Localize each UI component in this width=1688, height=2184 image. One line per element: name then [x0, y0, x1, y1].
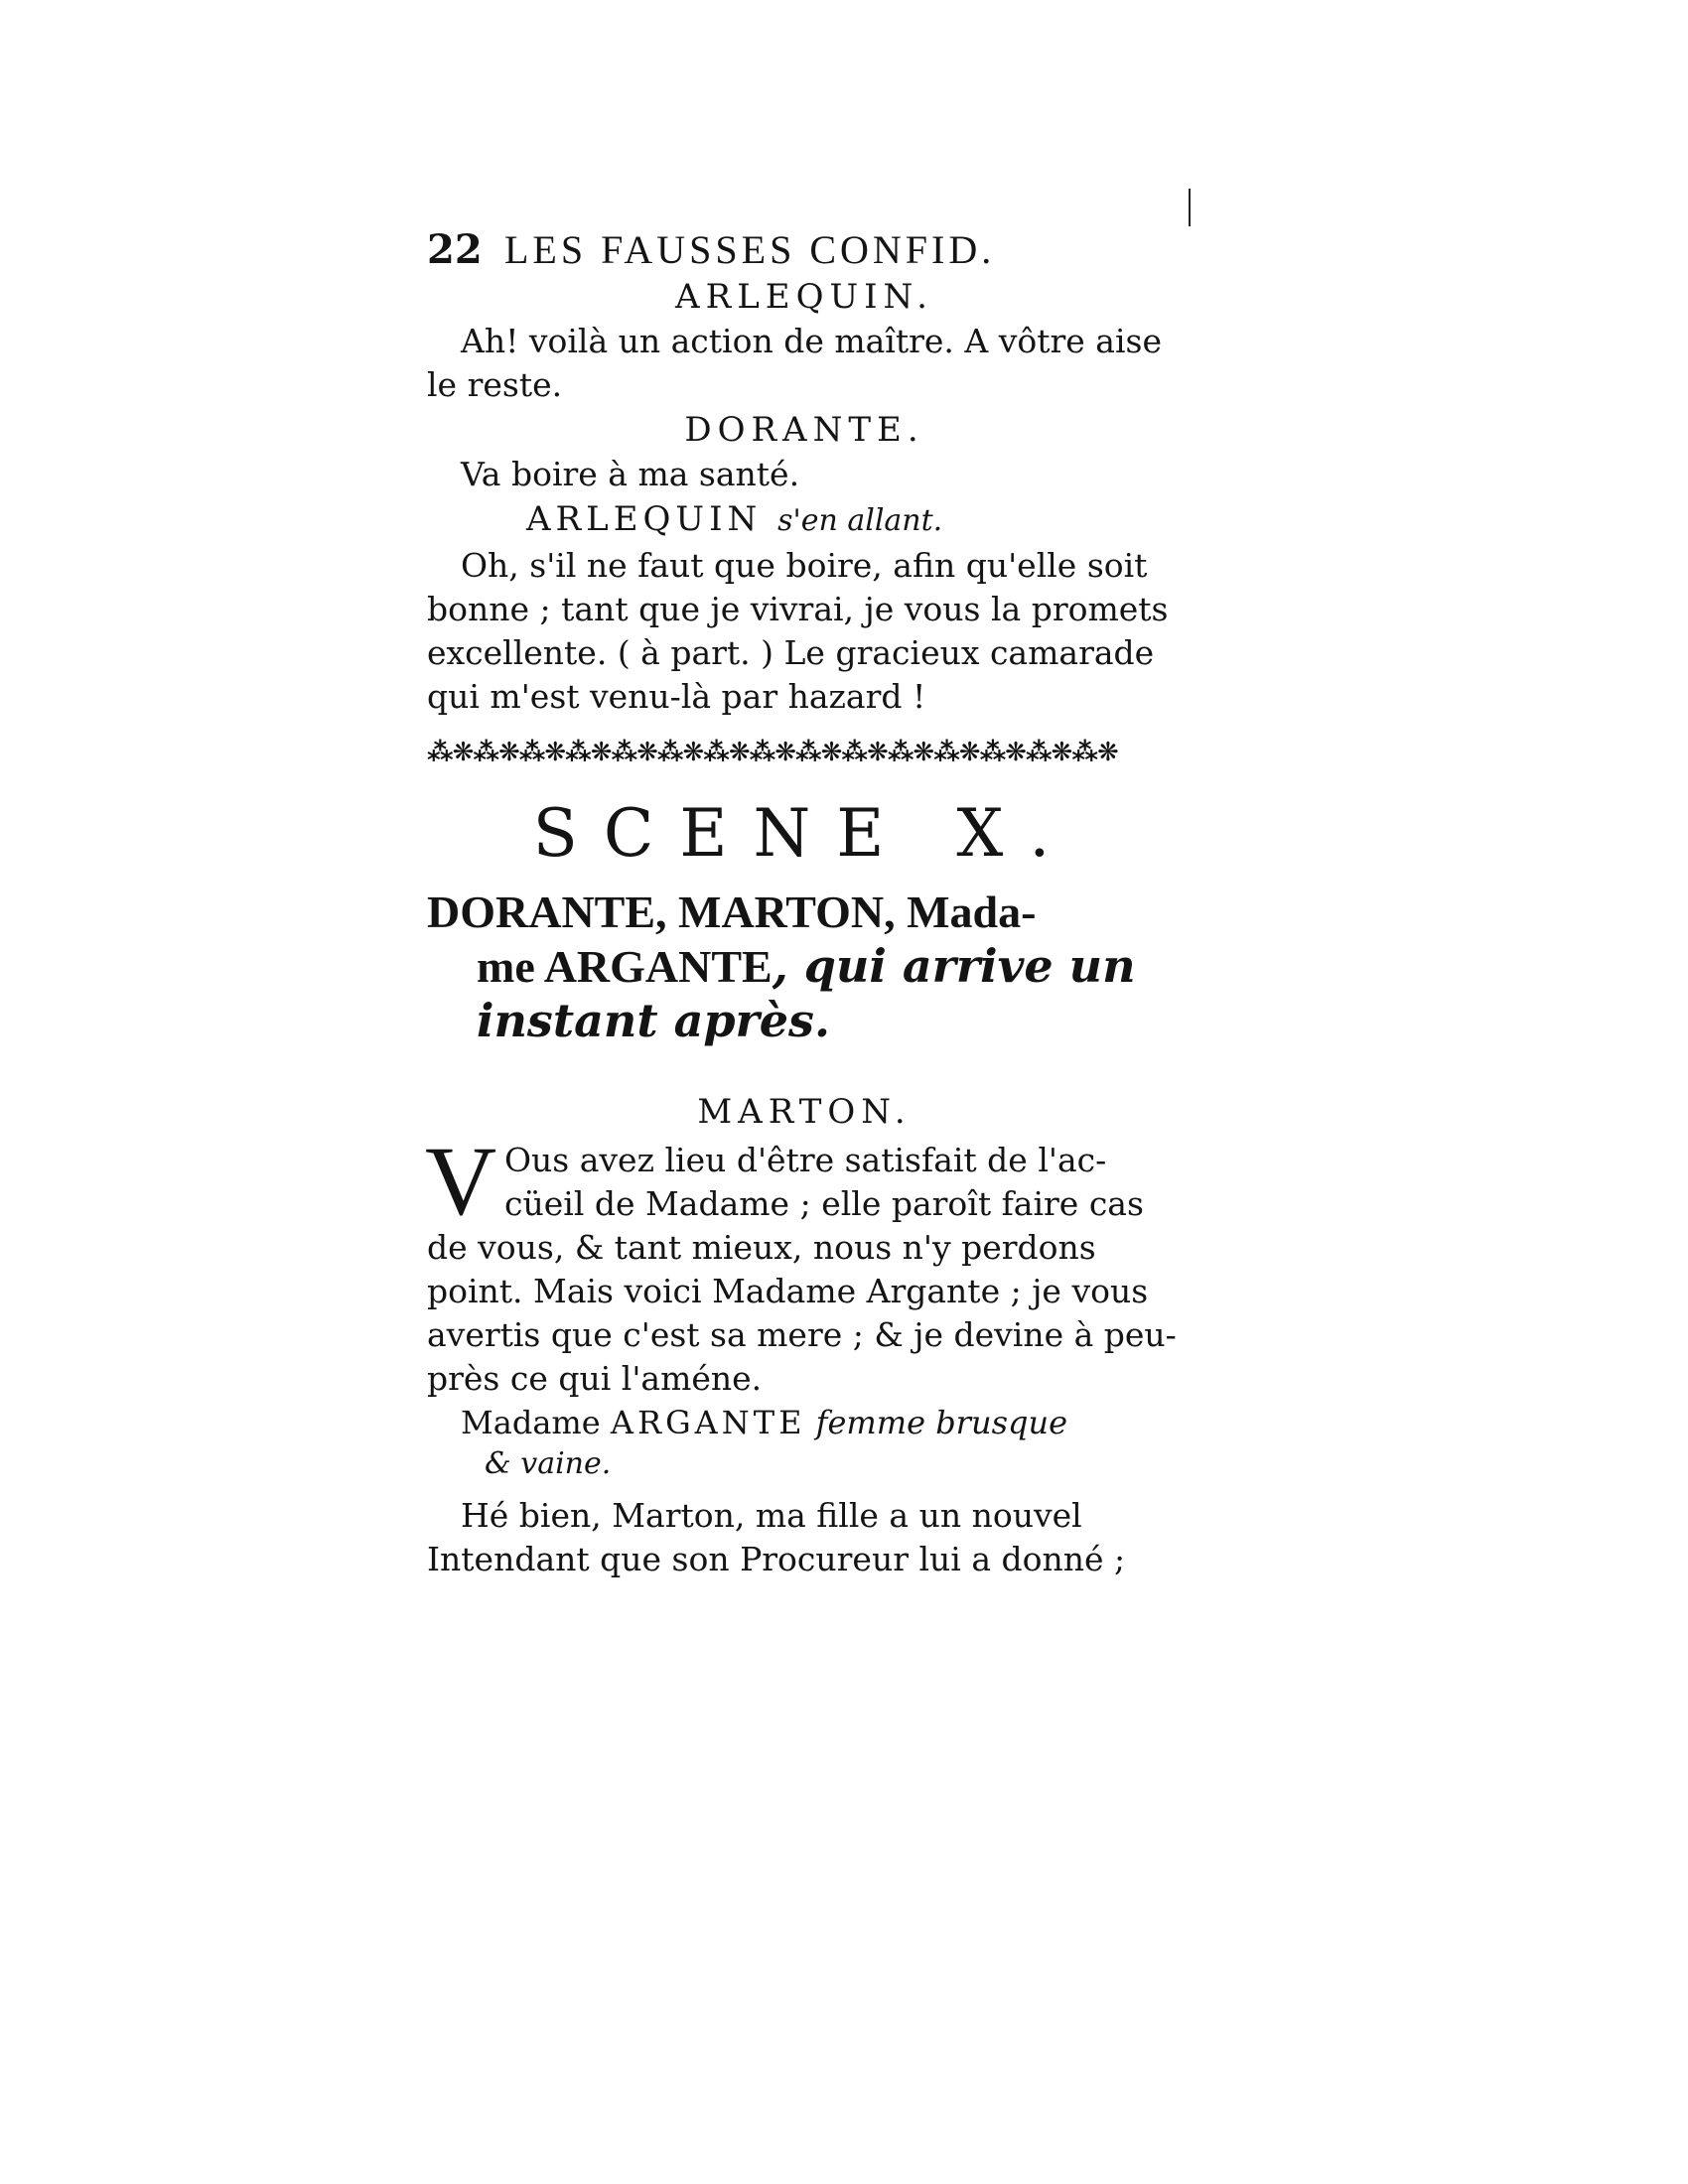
dialogue-line: cüeil de Madame ; elle paroît faire cas	[504, 1184, 1144, 1223]
speaker-title: Madame	[461, 1404, 601, 1441]
dropcap-paragraph	[425, 1126, 1182, 1401]
dialogue-line: Intendant que son Procureur lui a donné ;	[427, 1540, 1126, 1578]
speaker-dorante-1: DORANTE.	[684, 410, 924, 450]
drop-cap: V	[425, 1126, 497, 1236]
cast-line: DORANTE, MARTON, Mada-	[427, 887, 1037, 937]
speaker-arlequin-1: ARLEQUIN.	[675, 277, 933, 317]
text-block	[427, 226, 1182, 1581]
dialogue-line: qui m'est venu-là par hazard !	[427, 677, 926, 716]
dialogue-line: bonne ; tant que je vivrai, je vous la promets	[427, 590, 1169, 628]
dialogue-line: avertis que c'est sa mere ; & je devine à peu-	[427, 1315, 1177, 1354]
scene-heading: SCENE X.	[532, 795, 1076, 872]
dialogue-line: près ce qui l'améne.	[427, 1359, 763, 1398]
dialogue-line: Va boire à ma santé.	[461, 455, 800, 493]
dialogue-line: excellente. ( à part. ) Le gracieux camarade	[427, 633, 1155, 672]
speaker-arlequin-2	[427, 496, 1182, 544]
ornament-band: ⁂❋⁂❋⁂❋⁂❋⁂❋⁂❋⁂❋⁂❋⁂❋⁂❋⁂❋⁂❋⁂❋⁂❋⁂❋	[427, 738, 1118, 767]
dialogue-line: le reste.	[427, 365, 563, 404]
cast-line	[427, 939, 1182, 994]
stage-direction: s'en allant.	[777, 503, 943, 538]
cast-name: me ARGANTE	[477, 941, 773, 992]
dialogue-line: Hé bien, Marton, ma fille a un nouvel	[461, 1496, 1082, 1535]
stage-direction: femme brusque	[815, 1404, 1068, 1441]
dialogue-line: Oh, s'il ne faut que boire, afin qu'elle soit	[461, 546, 1148, 585]
margin-rule	[1189, 189, 1191, 226]
dialogue-line: point. Mais voici Madame Argante ; je vous	[427, 1272, 1149, 1310]
speaker-marton: MARTON.	[697, 1092, 912, 1132]
speaker-name: ARGANTE	[610, 1404, 806, 1441]
dialogue-line: de vous, & tant mieux, nous n'y perdons	[427, 1228, 1096, 1267]
running-title: LES FAUSSES CONFID.	[504, 227, 996, 272]
cast-direction: instant après.	[477, 994, 830, 1047]
cast-list	[427, 886, 1182, 1047]
dialogue-line: Ah! voilà un action de maître. A vôtre aise	[461, 322, 1162, 360]
stage-direction-continued: & vaine.	[485, 1446, 612, 1481]
speaker-madame-argante	[427, 1401, 1182, 1444]
page-header	[427, 226, 1182, 274]
cast-direction: , qui arrive un	[772, 939, 1136, 993]
dialogue-line: Ous avez lieu d'être satisfait de l'ac-	[504, 1141, 1107, 1179]
page-number: 22	[427, 226, 483, 273]
speaker-name: ARLEQUIN	[526, 499, 763, 539]
